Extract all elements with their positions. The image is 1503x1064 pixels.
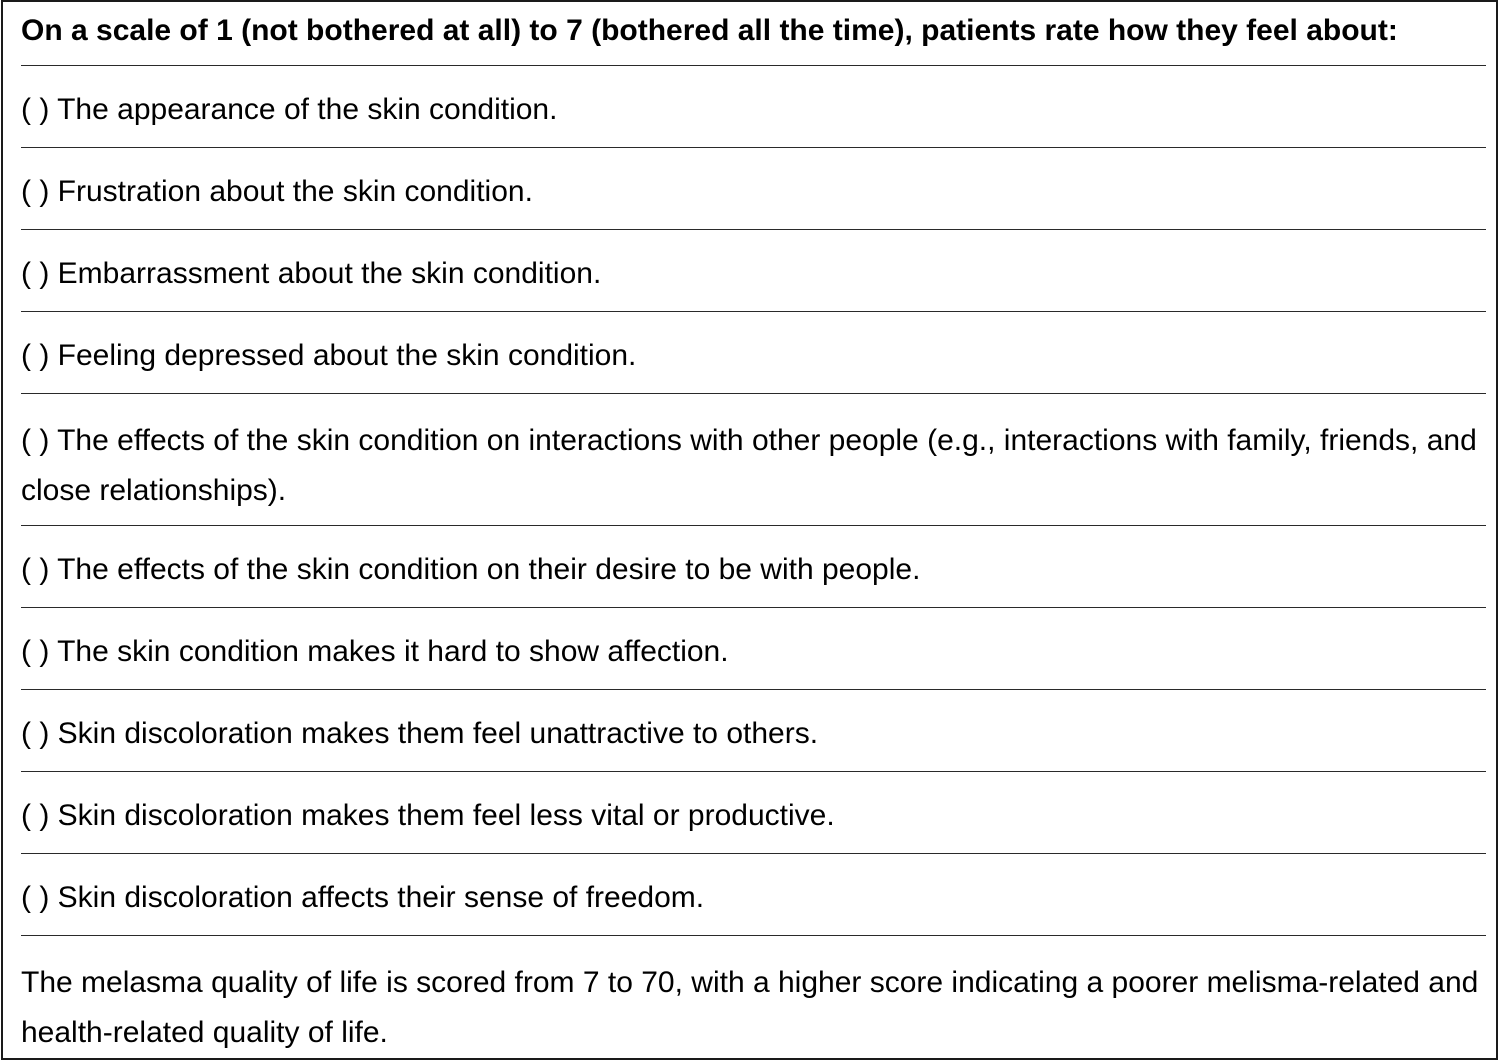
item-row	[21, 772, 1486, 854]
item-text: Skin discoloration affects their sense of freedom.	[57, 881, 705, 914]
rating-blank[interactable]: ( )	[21, 553, 58, 586]
rating-blank[interactable]: ( )	[21, 175, 58, 208]
rating-blank[interactable]: ( )	[21, 881, 58, 914]
item-row	[21, 148, 1486, 230]
rating-blank[interactable]: ( )	[21, 257, 58, 290]
item-text: The effects of the skin condition on interactions with other people (e.g., interactions with family, friends, and close relationships).	[21, 424, 1477, 507]
item-text: The skin condition makes it hard to show affection.	[57, 635, 729, 668]
item-row	[21, 608, 1486, 690]
rating-blank[interactable]: ( )	[21, 339, 58, 372]
item-row	[21, 66, 1486, 148]
instructions-text: On a scale of 1 (not bothered at all) to 7 (bothered all the time), patients rate how they feel about:	[21, 14, 1398, 47]
item-text: Skin discoloration makes them feel unattractive to others.	[57, 717, 819, 750]
item-row	[21, 394, 1486, 526]
item-text: Embarrassment about the skin condition.	[57, 257, 602, 290]
item-text: Skin discoloration makes them feel less vital or productive.	[57, 799, 835, 832]
item-text: Feeling depressed about the skin condition.	[57, 339, 637, 372]
item-text: The appearance of the skin condition.	[57, 93, 558, 126]
instructions-row	[21, 4, 1486, 66]
item-row	[21, 312, 1486, 394]
item-text: The effects of the skin condition on their desire to be with people.	[57, 553, 921, 586]
rating-blank[interactable]: ( )	[21, 799, 58, 832]
scoring-note: The melasma quality of life is scored from 7 to 70, with a higher score indicating a poorer melisma-related and health-related quality of life.	[21, 966, 1479, 1049]
item-row	[21, 526, 1486, 608]
questionnaire-frame	[1, 0, 1498, 1060]
item-row	[21, 230, 1486, 312]
item-row	[21, 854, 1486, 936]
item-text: Frustration about the skin condition.	[57, 175, 533, 208]
scoring-note-row	[21, 936, 1486, 1058]
rating-blank[interactable]: ( )	[21, 424, 58, 457]
rating-blank[interactable]: ( )	[21, 93, 58, 126]
rating-blank[interactable]: ( )	[21, 635, 58, 668]
rating-blank[interactable]: ( )	[21, 717, 58, 750]
item-row	[21, 690, 1486, 772]
